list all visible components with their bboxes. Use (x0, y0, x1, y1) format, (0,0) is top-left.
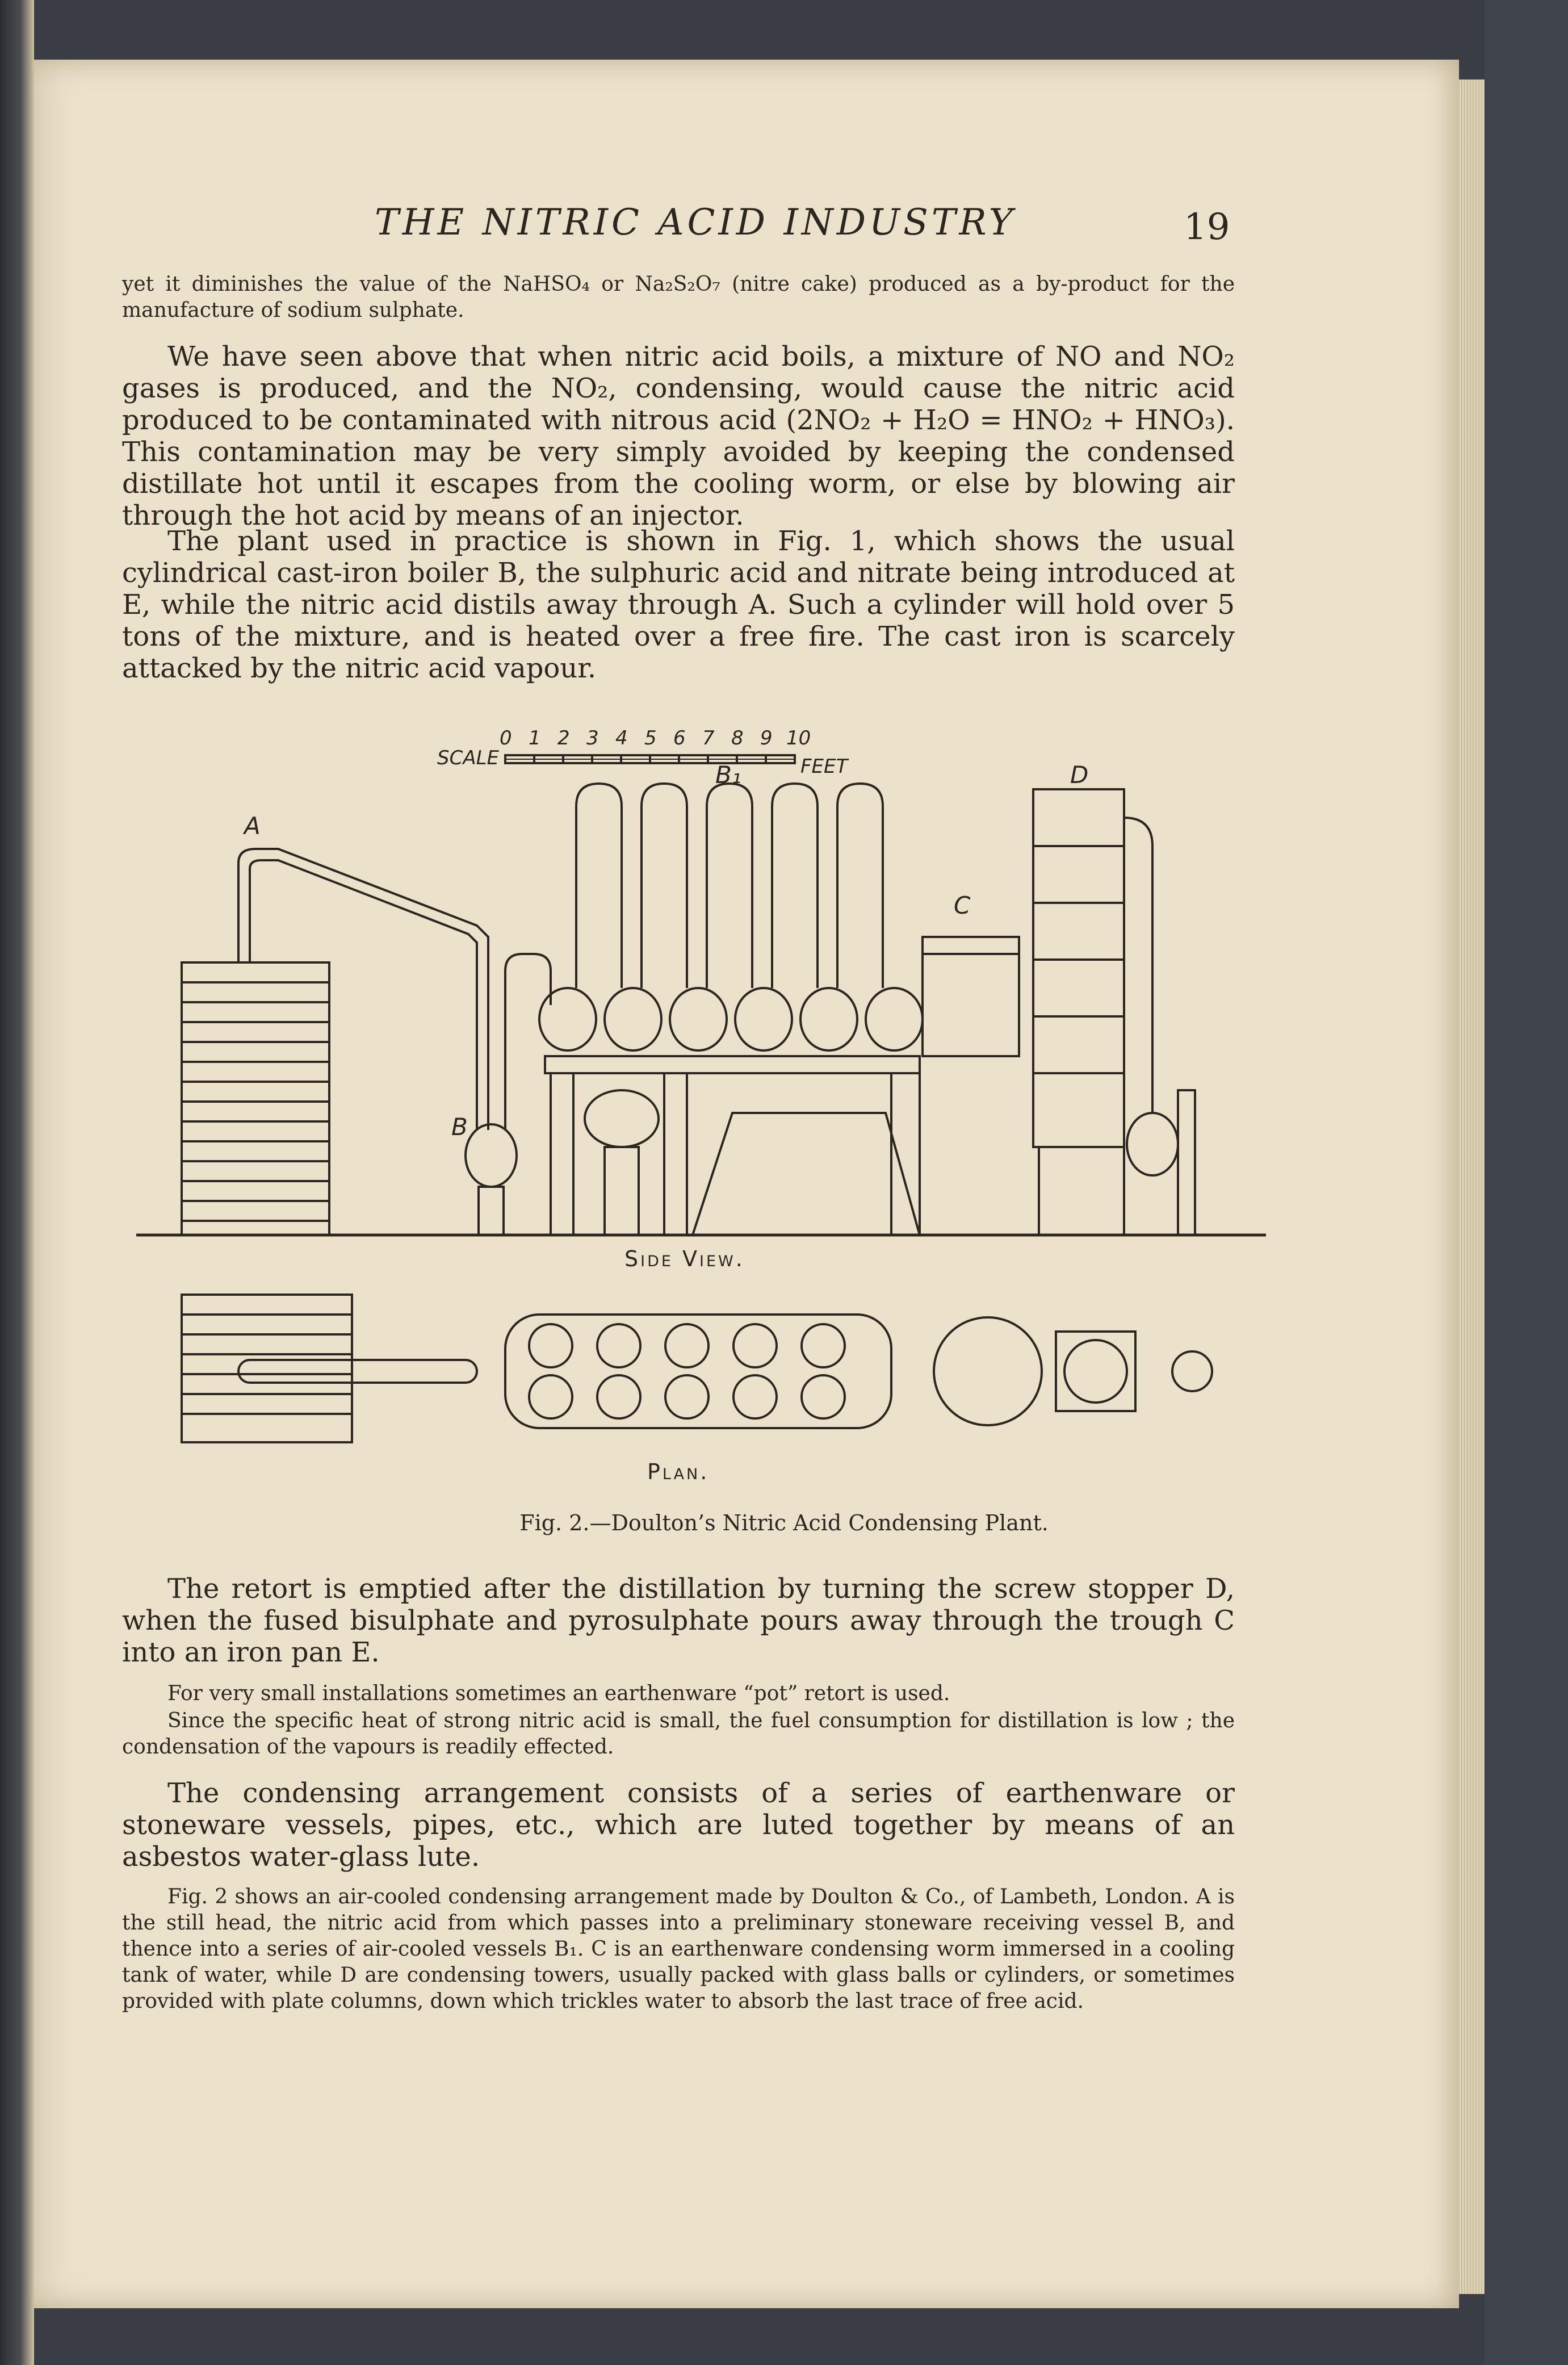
figure-condensing-plant (136, 721, 1266, 1499)
condensing-tower-d (1033, 789, 1195, 1235)
scale-label: SCALE (437, 747, 500, 769)
scale-number: 2 (557, 727, 570, 750)
plan-label: Plan. (647, 1459, 710, 1484)
table-frame (693, 1113, 920, 1235)
second-vessel (585, 1090, 659, 1147)
side-view-label: Side View. (624, 1246, 745, 1271)
paragraph-3 (122, 525, 1235, 684)
paragraph-5-text: For very small installations sometimes an earthenware “pot” retort is used. (167, 1682, 950, 1705)
running-title: THE NITRIC ACID INDUSTRY (375, 202, 1016, 244)
paragraph-7-text: The condensing arrangement consists of a series of earthenware or stoneware vessels, pipes, etc., which are luted together by means of an asbestos water-glass lute. (122, 1777, 1235, 1873)
scale-bar (505, 755, 795, 763)
book-spine (0, 0, 34, 2365)
page-edges (1459, 79, 1485, 2294)
label-a: A (244, 812, 261, 840)
scale-number: 6 (673, 727, 686, 750)
furnace-brickwork (182, 962, 329, 1235)
paragraph-2-text: We have seen above that when nitric acid boils, a mixture of NO and NO₂ gases is produced, and the NO₂, condensing, would cause the nitric acid produced to be contaminated with nitrous acid (2NO₂ + H₂O = HNO₂ + HNO₃). This contamination may be very simply avoided by keeping the condensed distillate hot until it escapes from the cooling worm, or else by blowing air through the hot acid by means of an injector. (122, 341, 1235, 531)
vessel-b-pedestal (479, 1187, 504, 1235)
scale-number: 7 (702, 727, 715, 750)
paragraph-3-text: The plant used in practice is shown in Fig. 1, which shows the usual cylindrical cast-iron boiler B, the sulphuric acid and nitrate being introduced at E, while the nitric acid distils away through A. Such a cylinder will hold over 5 tons of the mixture, and is heated over a free fire. The cast iron is scarcely attacked by the nitric acid vapour. (122, 525, 1235, 684)
figure-caption: Fig. 2.—Doulton’s Nitric Acid Condensing Plant. (519, 1510, 1049, 1535)
paragraph-2 (122, 341, 1235, 531)
page-number: 19 (1184, 206, 1230, 248)
paragraph-8-text: Fig. 2 shows an air-cooled condensing arrangement made by Doulton & Co., of Lambeth, London. A is the still head, the nitric acid from which passes into a preliminary stoneware receiving vessel B, and thence into a series of air-cooled vessels B₁. C is an earthenware condensing worm immersed in a cooling tank of water, while D are condensing towers, usually packed with glass balls or cylinders, or sometimes provided with plate columns, down which trickles water to absorb the last trace of free acid. (122, 1885, 1235, 2013)
paragraph-5 (122, 1681, 1235, 1707)
paragraph-1-text: yet it diminishes the value of the NaHSO₄ or Na₂S₂O₇ (nitre cake) produced as a by-product for the manufacture of sodium sulphate. (122, 273, 1235, 322)
scale-number: 1 (529, 727, 541, 750)
label-d: D (1070, 761, 1089, 789)
label-b: B (451, 1113, 468, 1141)
paragraph-7 (122, 1777, 1235, 1873)
paragraph-6-text: Since the specific heat of strong nitric acid is small, the fuel consumption for distillation is low ; the condensation of the vapours is readily effected. (122, 1709, 1235, 1759)
still-head-pipe (238, 849, 488, 1130)
paragraph-6 (122, 1708, 1235, 1760)
plan-view (182, 1295, 1212, 1442)
scale-number: 0 (500, 727, 512, 750)
receiving-vessel-b (466, 1124, 517, 1187)
figure-drawing (136, 721, 1266, 1499)
scale-number: 8 (731, 727, 744, 750)
table-top (545, 1056, 920, 1073)
label-c: C (954, 891, 971, 919)
arched-pipes (576, 784, 883, 988)
scale-number: 4 (615, 727, 628, 750)
paragraph-8 (122, 1884, 1235, 2015)
page-header (0, 202, 1568, 253)
paragraph-4 (122, 1573, 1235, 1668)
scale-unit: FEET (800, 755, 848, 778)
paragraph-4-text: The retort is emptied after the distillation by turning the screw stopper D, when the fused bisulphate and pyrosulphate pours away through the trough C into an iron pan E. (122, 1573, 1235, 1668)
scale-number: 10 (786, 727, 811, 750)
scale-number: 3 (586, 727, 599, 750)
book-cover (1485, 0, 1568, 2365)
scale-number: 5 (644, 727, 657, 750)
air-cooled-vessels-b1 (539, 988, 923, 1050)
label-b1: B₁ (715, 761, 741, 789)
scale-number: 9 (760, 727, 773, 750)
paragraph-1 (122, 271, 1235, 324)
